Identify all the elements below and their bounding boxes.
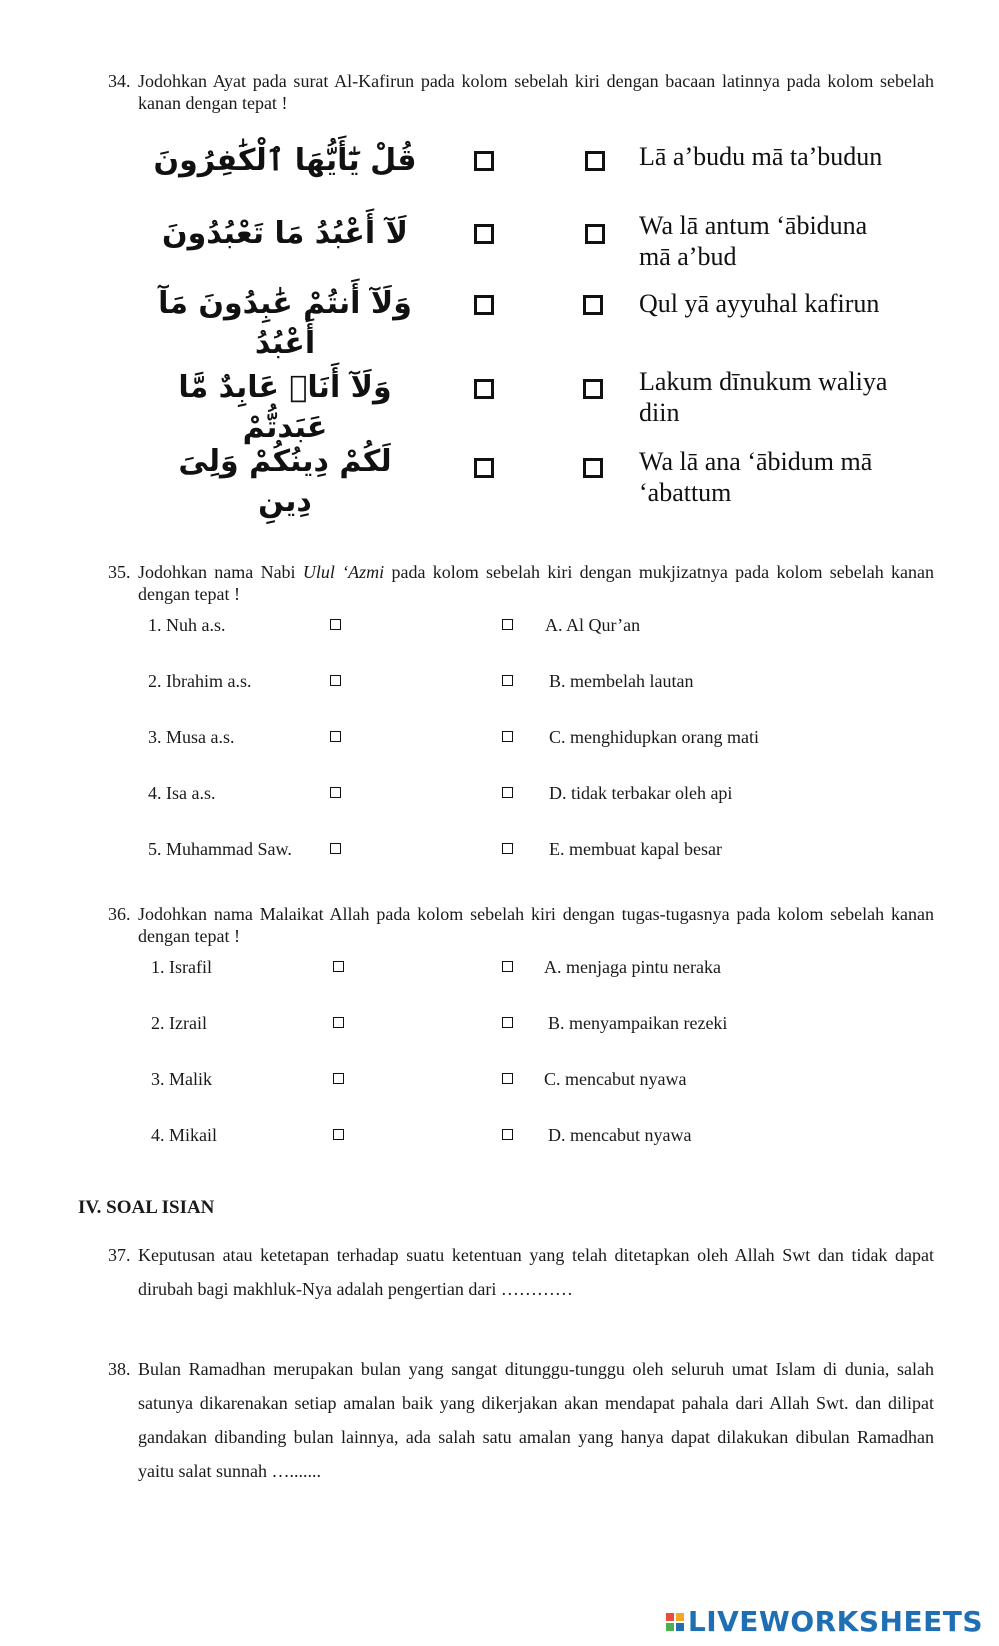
q34-latin-2-line-1: Wa lā antum ‘ābiduna bbox=[639, 211, 868, 240]
q34-latin-3-line-1: Qul yā ayyuhal kafirun bbox=[639, 289, 880, 318]
liveworksheets-logo-icon bbox=[666, 1613, 684, 1631]
q34-latin-4 bbox=[639, 366, 887, 428]
q34-latin-2-line-2: mā a’bud bbox=[639, 242, 737, 271]
q36-text: Jodohkan nama Malaikat Allah pada kolom sebelah kiri dengan tugas-tugasnya pada kolom sebelah kanan dengan tepat ! bbox=[138, 904, 934, 946]
q34-ayat-1: قُلْ يَٰٓأَيُّهَا ٱلْكَٰفِرُونَ bbox=[153, 143, 417, 178]
q35-left-item-4: 4. Isa a.s. bbox=[148, 783, 216, 803]
q34-latin-4-line-2: diin bbox=[639, 398, 680, 427]
q34-ayat-4: وَلَآ أَنَا۠ عَابِدٌ مَّا عَبَدتُّمْ bbox=[178, 370, 392, 445]
q37-number: 37. bbox=[108, 1245, 131, 1265]
q36-left-item-3: 3. Malik bbox=[151, 1069, 212, 1089]
q35-text-before: Jodohkan nama Nabi bbox=[138, 562, 303, 582]
q34-right-checkbox-1[interactable] bbox=[585, 151, 605, 171]
q38-text: Bulan Ramadhan merupakan bulan yang sangat ditunggu-tunggu oleh seluruh umat Islam di dunia, salah satunya dikarenakan setiap amalan baik yang dikerjakan akan mendapat pahala dari Allah Swt. dan dilipat gandakan dibanding bulan lainnya, ada salah satu amalan yang hanya dapat dilakukan dibulan Ramadhan yaitu salat sunnah …....... bbox=[138, 1359, 934, 1481]
q34-left-checkbox-5[interactable] bbox=[474, 458, 494, 478]
q36-number: 36. bbox=[108, 904, 131, 924]
q36-right-checkbox-3[interactable] bbox=[502, 1073, 513, 1084]
q34-right-checkbox-3[interactable] bbox=[583, 295, 603, 315]
q35-right-checkbox-1[interactable] bbox=[502, 619, 513, 630]
q36-right-checkbox-4[interactable] bbox=[502, 1129, 513, 1140]
q35-right-checkbox-5[interactable] bbox=[502, 843, 513, 854]
q34-right-checkbox-5[interactable] bbox=[583, 458, 603, 478]
q34-latin-3 bbox=[639, 288, 879, 319]
q35-left-checkbox-3[interactable] bbox=[330, 731, 341, 742]
q35-right-checkbox-2[interactable] bbox=[502, 675, 513, 686]
q34-ayat-5: لَكُمْ دِينُكُمْ وَلِىَ دِينِ bbox=[178, 444, 392, 519]
q36-right-item-d: D. mencabut nyawa bbox=[548, 1125, 692, 1145]
q34-ayat-2: لَآ أَعْبُدُ مَا تَعْبُدُونَ bbox=[162, 216, 408, 251]
q35-right-checkbox-3[interactable] bbox=[502, 731, 513, 742]
q36-left-checkbox-4[interactable] bbox=[333, 1129, 344, 1140]
q35-right-item-e: E. membuat kapal besar bbox=[549, 839, 722, 859]
q34-left-checkbox-2[interactable] bbox=[474, 224, 494, 244]
q34-latin-1 bbox=[639, 141, 882, 172]
q35-text bbox=[138, 561, 934, 605]
q35-right-item-d: D. tidak terbakar oleh api bbox=[549, 783, 733, 803]
q34-latin-5-line-2: ‘abattum bbox=[639, 478, 732, 507]
q34-latin-5-line-1: Wa lā ana ‘ābidum mā bbox=[639, 447, 873, 476]
q34-text: Jodohkan Ayat pada surat Al-Kafirun pada kolom sebelah kiri dengan bacaan latinnya pada kolom sebelah kanan dengan tepat ! bbox=[138, 71, 934, 113]
q34-left-checkbox-4[interactable] bbox=[474, 379, 494, 399]
q36-left-checkbox-2[interactable] bbox=[333, 1017, 344, 1028]
q35-right-item-c: C. menghidupkan orang mati bbox=[549, 727, 759, 747]
q36-right-item-a: A. menjaga pintu neraka bbox=[544, 957, 721, 977]
q34-ayat-3: وَلَآ أَنتُمْ عَٰبِدُونَ مَآ أَعْبُدُ bbox=[158, 286, 412, 361]
q35-left-item-2: 2. Ibrahim a.s. bbox=[148, 671, 252, 691]
q35-right-item-a: A. Al Qur’an bbox=[545, 615, 641, 635]
q36-left-item-2: 2. Izrail bbox=[151, 1013, 207, 1033]
q35-left-checkbox-4[interactable] bbox=[330, 787, 341, 798]
q34-right-checkbox-4[interactable] bbox=[583, 379, 603, 399]
q37-text: Keputusan atau ketetapan terhadap suatu ketentuan yang telah ditetapkan oleh Allah Swt dan tidak dapat dirubah bagi makhluk-Nya adalah pengertian dari ………… bbox=[138, 1245, 934, 1299]
q36-right-checkbox-2[interactable] bbox=[502, 1017, 513, 1028]
q35-number: 35. bbox=[108, 562, 131, 582]
q34-latin-1-line-1: Lā a’budu mā ta’budun bbox=[639, 142, 883, 171]
q35-left-item-1: 1. Nuh a.s. bbox=[148, 615, 226, 635]
q36-left-item-4: 4. Mikail bbox=[151, 1125, 217, 1145]
q35-left-item-3: 3. Musa a.s. bbox=[148, 727, 235, 747]
q36-left-checkbox-1[interactable] bbox=[333, 961, 344, 972]
q34-number: 34. bbox=[108, 71, 131, 91]
q34-right-checkbox-2[interactable] bbox=[585, 224, 605, 244]
q35-right-checkbox-4[interactable] bbox=[502, 787, 513, 798]
q34-latin-5 bbox=[639, 446, 872, 508]
q35-left-checkbox-1[interactable] bbox=[330, 619, 341, 630]
q34-left-checkbox-1[interactable] bbox=[474, 151, 494, 171]
q36-left-checkbox-3[interactable] bbox=[333, 1073, 344, 1084]
q35-left-item-5: 5. Muhammad Saw. bbox=[148, 839, 292, 859]
q36-left-item-1: 1. Israfil bbox=[151, 957, 212, 977]
q35-text-italic: Ulul ‘Azmi bbox=[302, 562, 385, 582]
section-iv-title: IV. SOAL ISIAN bbox=[78, 1197, 215, 1218]
q35-left-checkbox-5[interactable] bbox=[330, 843, 341, 854]
q36-right-item-c: C. mencabut nyawa bbox=[544, 1069, 687, 1089]
liveworksheets-logo-text: LIVEWORKSHEETS bbox=[687, 1605, 983, 1638]
q38-number: 38. bbox=[108, 1359, 131, 1379]
liveworksheets-logo[interactable] bbox=[666, 1605, 983, 1638]
q35-text-after: pada kolom sebelah kiri dengan mukjizatnya pada kolom sebelah kanan dengan tepat ! bbox=[138, 562, 934, 604]
q36-right-checkbox-1[interactable] bbox=[502, 961, 513, 972]
q35-left-checkbox-2[interactable] bbox=[330, 675, 341, 686]
q34-latin-2 bbox=[639, 210, 867, 272]
q35-right-item-b: B. membelah lautan bbox=[549, 671, 694, 691]
q34-left-checkbox-3[interactable] bbox=[474, 295, 494, 315]
q36-right-item-b: B. menyampaikan rezeki bbox=[548, 1013, 728, 1033]
q34-latin-4-line-1: Lakum dīnukum waliya bbox=[639, 367, 888, 396]
